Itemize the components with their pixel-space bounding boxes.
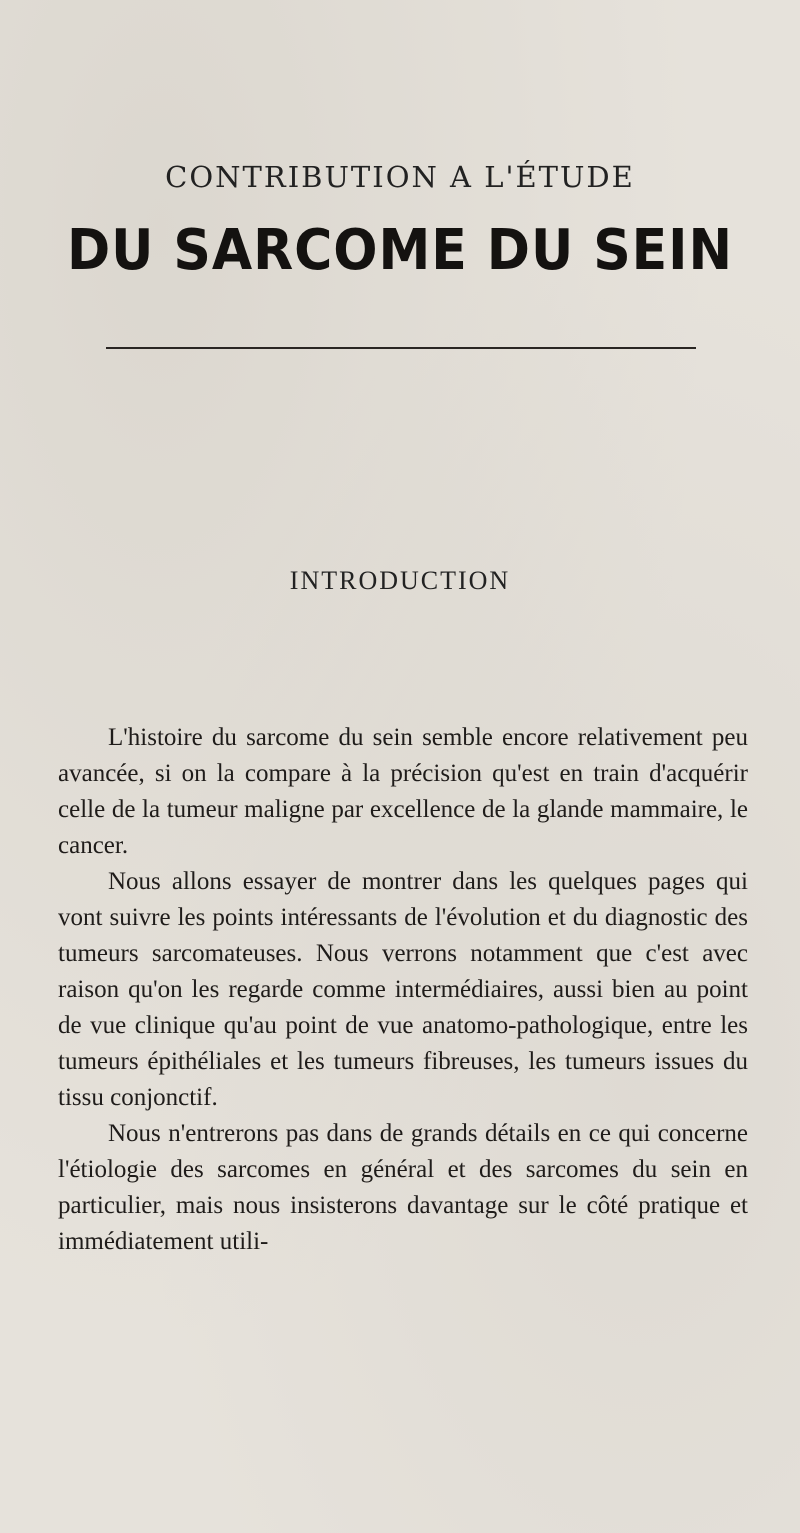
paragraph: Nous n'entrerons pas dans de grands détails en ce qui concerne l'étiologie des sarcomes en général et des sarcomes du sein en particulier, mais nous insisterons davantage sur le côté pratique et immédiatement utili-	[58, 1120, 748, 1255]
superhead: CONTRIBUTION A L'ÉTUDE	[165, 160, 635, 194]
paragraph: Nous allons essayer de montrer dans les quelques pages qui vont suivre les points intéressants de l'évolution et du diagnostic des tumeurs sarcomateuses. Nous verrons notamment que c'est avec raison qu'on les regarde comme intermédiaires, aussi bien au point de vue clinique qu'au point de vue anatomo-pathologique, entre les tumeurs épithéliales et les tumeurs fibreuses, les tumeurs issues du tissu conjonctif.	[58, 868, 748, 1111]
paragraph: L'histoire du sarcome du sein semble encore relativement peu avancée, si on la compare à la précision qu'est en train d'acquérir celle de la tumeur maligne par excellence de la glande mammaire, le cancer.	[58, 724, 748, 859]
body-text	[58, 720, 748, 1260]
title-divider	[106, 347, 696, 349]
section-heading: INTRODUCTION	[289, 566, 511, 595]
page-title: DU SARCOME DU SEIN	[66, 218, 734, 283]
